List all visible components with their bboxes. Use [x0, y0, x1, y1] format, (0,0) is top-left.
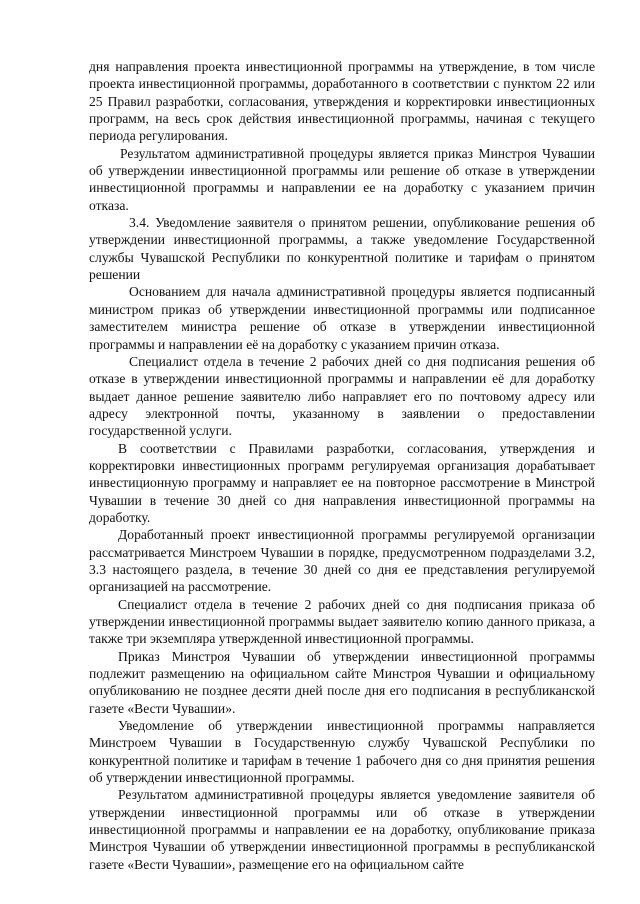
paragraph-specialist-refusal: Специалист отдела в течение 2 рабочих дней со дня подписания решения об отказе в утверждении инвестиционной программы и направлении её для доработку выдает данное решение заявителю либо направляет его по почтовому адресу или адресу электронной почты, указанному в заявлении о предоставлении государственной услуги.	[89, 353, 595, 439]
paragraph-basis: Основанием для начала административной процедуры является подписанный министром приказ об утверждении инвестиционной программы или подписанное заместителем министра решение об отказе в утверждении инвестиционной программы и направлении её на доработку с указанием причин отказа.	[89, 284, 595, 352]
paragraph-specialist-approval: Специалист отдела в течение 2 рабочих дней со дня подписания приказа об утверждении инвестиционной программы выдает заявителю копию данного приказа, а также три экземпляра утвержденной инвестиционной программы.	[89, 596, 595, 647]
paragraph-final-result: Результатом административной процедуры является уведомление заявителя об утверждении инвестиционной программы или об отказе в утверждении инвестиционной программы и направлении ее на доработку, опубликование приказа Минстроя Чувашии об утверждении инвестиционной программы в республиканской газете «Вести Чувашии», размещение его на официальном сайте	[89, 787, 595, 872]
paragraph-reviewed-project: Доработанный проект инвестиционной программы регулируемой организации рассматривается Минстроем Чувашии в порядке, предусмотренном подразделами 3.2, 3.3 настоящего раздела, в течение 30 дней со дня ее представления регулируемой организацией на рассмотрение.	[89, 527, 595, 595]
paragraph-publication: Приказ Минстроя Чувашии об утверждении инвестиционной программы подлежит размещению на официальном сайте Минстроя Чувашии и официальному опубликованию не позднее десяти дней после дня его подписания в республиканской газете «Вести Чувашии».	[89, 648, 595, 716]
paragraph-rework: В соответствии с Правилами разработки, согласования, утверждения и корректировки инвестиционных программ регулируемая организация дорабатывает инвестиционную программу и направляет ее на повторное рассмотрение в Минстрой Чувашии в течение 30 дней со дня направления инвестиционной программы на доработку.	[89, 440, 595, 525]
paragraph-result-approval: Результатом административной процедуры является приказ Минстроя Чувашии об утверждении инвестиционной программы или решение об отказе в утверждении инвестиционной программы и направлении ее на доработку с указанием причин отказа.	[89, 145, 595, 213]
document-page	[89, 58, 595, 873]
section-heading-3-4: 3.4. Уведомление заявителя о принятом решении, опубликование решения об утверждении инвестиционной программы, а также уведомление Государственной службы Чувашской Республики по конкурентной политике и тарифам о принятом решении	[89, 215, 595, 283]
paragraph-notification: Уведомление об утверждении инвестиционной программы направляется Минстроем Чувашии в Государственную службу Чувашской Республики по конкурентной политике и тарифам в течение 1 рабочего дня со дня принятия решения об утверждении инвестиционной программы.	[89, 718, 595, 786]
paragraph-continuation: дня направления проекта инвестиционной программы на утверждение, в том числе проекта инвестиционной программы, доработанного в соответствии с пунктом 22 или 25 Правил разработки, согласования, утверждения и корректировки инвестиционных программ, на весь срок действия инвестиционной программы, начиная с текущего периода регулирования.	[89, 59, 595, 144]
